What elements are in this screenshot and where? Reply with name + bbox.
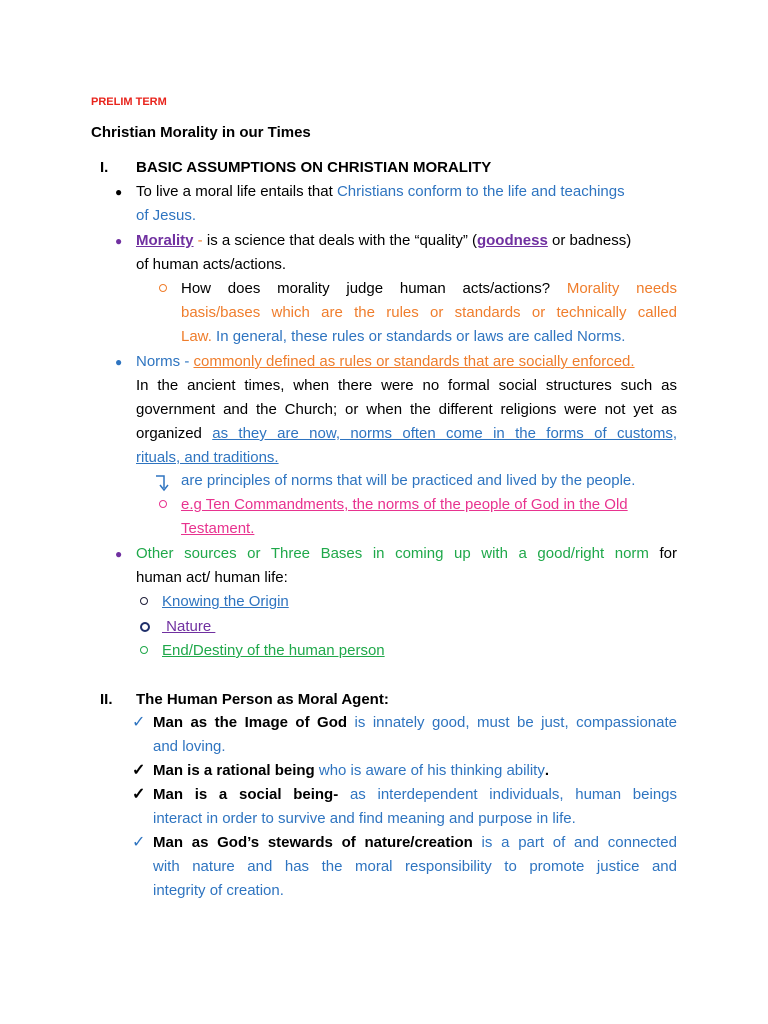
sub-bullet-line-2: basis/bases which are the rules or standards or technically called <box>181 304 677 321</box>
bullet-1-line-1: To live a moral life entails that Christians conform to the life and teachings <box>136 183 625 200</box>
bullet-3-line-2: In the ancient times, when there were no formal social structures such as <box>136 377 677 394</box>
checkmark-icon: ✓ <box>132 834 146 851</box>
section-2-number: II. <box>100 691 113 708</box>
bullet-3-line-4: organized as they are now, norms often come in the forms of customs, <box>136 425 677 442</box>
bullet-icon: ● <box>115 185 123 199</box>
bullet-1-line-2: of Jesus. <box>136 207 197 224</box>
sub-bullet-line-1: How does morality judge human acts/actions? Morality needs <box>181 280 677 297</box>
circle-bullet-icon <box>159 500 167 508</box>
prelim-term-label: PRELIM TERM <box>91 96 167 108</box>
agent-1-line-2: and loving. <box>153 738 226 755</box>
agent-4-line-1: Man as God’s stewards of nature/creation is a part of and connected <box>153 834 677 851</box>
bullet-4-line-1: Other sources or Three Bases in coming up with a good/right norm for <box>136 545 677 562</box>
ten-commandments-line-1: e.g Ten Commandments, the norms of the people of God in the Old <box>181 496 628 513</box>
bullet-3-line-1: Norms - commonly defined as rules or standards that are socially enforced. <box>136 353 635 370</box>
checkmark-icon: ✓ <box>132 762 146 779</box>
sub-bullet-line-3: Law. In general, these rules or standards or laws are called Norms. <box>181 328 626 345</box>
bullet-4-line-2: human act/ human life: <box>136 569 288 586</box>
bullet-icon: ● <box>115 547 123 561</box>
ten-commandments-line-2: Testament. <box>181 520 255 537</box>
circle-bullet-icon <box>140 622 150 632</box>
section-1-number: I. <box>100 159 109 176</box>
corner-arrow-icon <box>154 474 176 492</box>
agent-1-line-1: Man as the Image of God is innately good, must be just, compassionate <box>153 714 677 731</box>
bullet-3-line-3: government and the Church; or when the different religions were not yet as <box>136 401 677 418</box>
agent-2-line-1: Man is a rational being who is aware of his thinking ability. <box>153 762 549 779</box>
bullet-3-line-5: rituals, and traditions. <box>136 449 279 466</box>
bullet-2-line-2: of human acts/actions. <box>136 256 287 273</box>
section-1-heading: BASIC ASSUMPTIONS ON CHRISTIAN MORALITY <box>136 159 492 176</box>
checkmark-icon: ✓ <box>132 714 146 731</box>
section-2-heading: The Human Person as Moral Agent: <box>136 691 389 708</box>
agent-4-line-2: with nature and has the moral responsibility to promote justice and <box>153 858 677 875</box>
checkmark-icon: ✓ <box>132 786 146 803</box>
bullet-2-line-1: Morality - is a science that deals with the “quality” (goodness or badness) <box>136 232 632 249</box>
bullet-icon: ● <box>115 355 123 369</box>
base-knowing-origin: Knowing the Origin <box>162 593 289 610</box>
document-title: Christian Morality in our Times <box>91 124 311 141</box>
agent-3-line-2: interact in order to survive and find meaning and purpose in life. <box>153 810 576 827</box>
base-nature: Nature <box>162 618 216 635</box>
agent-3-line-1: Man is a social being- as interdependent individuals, human beings <box>153 786 678 803</box>
circle-bullet-icon <box>140 646 148 654</box>
norms-principles-text: are principles of norms that will be practiced and lived by the people. <box>181 472 636 489</box>
circle-bullet-icon <box>140 597 148 605</box>
bullet-icon: ● <box>115 234 123 248</box>
base-end-destiny: End/Destiny of the human person <box>162 642 385 659</box>
circle-bullet-icon <box>159 284 167 292</box>
agent-4-line-3: integrity of creation. <box>153 882 284 899</box>
